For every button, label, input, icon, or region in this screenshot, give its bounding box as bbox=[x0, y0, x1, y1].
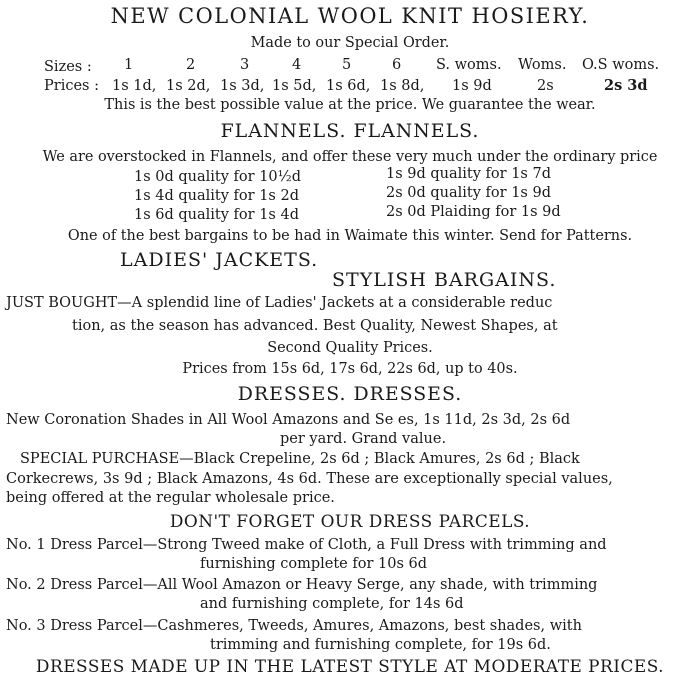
dresses-coronation-2: per yard. Grand value. bbox=[280, 431, 447, 447]
dresses-special-1: SPECIAL PURCHASE—Black Crepeline, 2s 6d ; Black Amures, 2s 6d ; Black bbox=[20, 451, 580, 467]
flannel-offer: 1s 6d quality for 1s 4d bbox=[134, 207, 299, 223]
hosiery-guarantee: This is the best possible value at the price. We guarantee the wear. bbox=[104, 97, 596, 113]
price-cell: 2s bbox=[537, 78, 554, 94]
size-cell: 2 bbox=[186, 57, 196, 73]
size-cell: O.S woms. bbox=[582, 57, 660, 73]
price-cell: 1s 5d, bbox=[272, 78, 317, 94]
flannel-offer: 2s 0d quality for 1s 9d bbox=[386, 185, 551, 201]
size-cell: 6 bbox=[392, 57, 402, 73]
flannels-intro: We are overstocked in Flannels, and offer these very much under the ordinary price bbox=[42, 149, 658, 165]
hosiery-subtitle: Made to our Special Order. bbox=[250, 35, 450, 51]
price-cell: 1s 1d, bbox=[112, 78, 157, 94]
parcel-2-line-1: No. 2 Dress Parcel—All Wool Amazon or Heavy Serge, any shade, with trimming bbox=[6, 577, 598, 593]
flannel-offer: 2s 0d Plaiding for 1s 9d bbox=[386, 204, 561, 220]
price-cell: 1s 9d bbox=[452, 78, 492, 94]
size-cell: 3 bbox=[240, 57, 250, 73]
dresses-coronation-1: New Coronation Shades in All Wool Amazons and Se es, 1s 11d, 2s 3d, 2s 6d bbox=[6, 412, 571, 428]
flannel-offer: 1s 4d quality for 1s 2d bbox=[134, 188, 299, 204]
hosiery-title: NEW COLONIAL WOOL KNIT HOSIERY. bbox=[110, 4, 590, 28]
prices-label: Prices : bbox=[44, 78, 99, 94]
jackets-line-3: Second Quality Prices. bbox=[267, 340, 433, 356]
sizes-label: Sizes : bbox=[44, 59, 92, 75]
footer-tagline: DRESSES MADE UP IN THE LATEST STYLE AT MODERATE PRICES. bbox=[35, 657, 665, 677]
size-cell: 4 bbox=[292, 57, 302, 73]
price-cell: 1s 3d, bbox=[220, 78, 265, 94]
size-cell: S. woms. bbox=[436, 57, 502, 73]
size-cell: 5 bbox=[342, 57, 352, 73]
parcel-3-line-2: trimming and furnishing complete, for 19s 6d. bbox=[210, 637, 551, 653]
jackets-prices: Prices from 15s 6d, 17s 6d, 22s 6d, up to 40s. bbox=[182, 361, 518, 377]
price-cell: 2s 3d bbox=[604, 77, 648, 94]
price-cell: 1s 6d, bbox=[326, 78, 371, 94]
jackets-heading: LADIES' JACKETS. bbox=[120, 249, 319, 271]
parcel-1-line-1: No. 1 Dress Parcel—Strong Tweed make of Cloth, a Full Dress with trimming and bbox=[6, 537, 607, 553]
jackets-subheading: STYLISH BARGAINS. bbox=[332, 269, 557, 291]
flannels-closing: One of the best bargains to be had in Waimate this winter. Send for Patterns. bbox=[67, 228, 633, 244]
parcel-3-line-1: No. 3 Dress Parcel—Cashmeres, Tweeds, Amures, Amazons, best shades, with bbox=[6, 618, 582, 634]
size-cell: Woms. bbox=[518, 57, 567, 73]
parcel-2-line-2: and furnishing complete, for 14s 6d bbox=[200, 596, 464, 612]
jackets-line-1: JUST BOUGHT—A splendid line of Ladies' Jackets at a considerable reduc bbox=[6, 295, 553, 311]
flannel-offer: 1s 0d quality for 10½d bbox=[134, 169, 301, 185]
flannels-heading: FLANNELS. FLANNELS. bbox=[220, 120, 480, 142]
flannel-offer: 1s 9d quality for 1s 7d bbox=[386, 166, 551, 182]
price-cell: 1s 8d, bbox=[380, 78, 425, 94]
parcel-1-line-2: furnishing complete for 10s 6d bbox=[200, 556, 428, 572]
jackets-line-2: tion, as the season has advanced. Best Quality, Newest Shapes, at bbox=[72, 318, 558, 334]
size-cell: 1 bbox=[124, 57, 134, 73]
price-cell: 1s 2d, bbox=[166, 78, 211, 94]
dresses-special-3: being offered at the regular wholesale price. bbox=[6, 490, 335, 506]
parcels-heading: DON'T FORGET OUR DRESS PARCELS. bbox=[169, 512, 531, 532]
dresses-heading: DRESSES. DRESSES. bbox=[237, 383, 463, 405]
dresses-special-2: Corkecrews, 3s 9d ; Black Amazons, 4s 6d. These are exceptionally special values, bbox=[6, 471, 613, 487]
